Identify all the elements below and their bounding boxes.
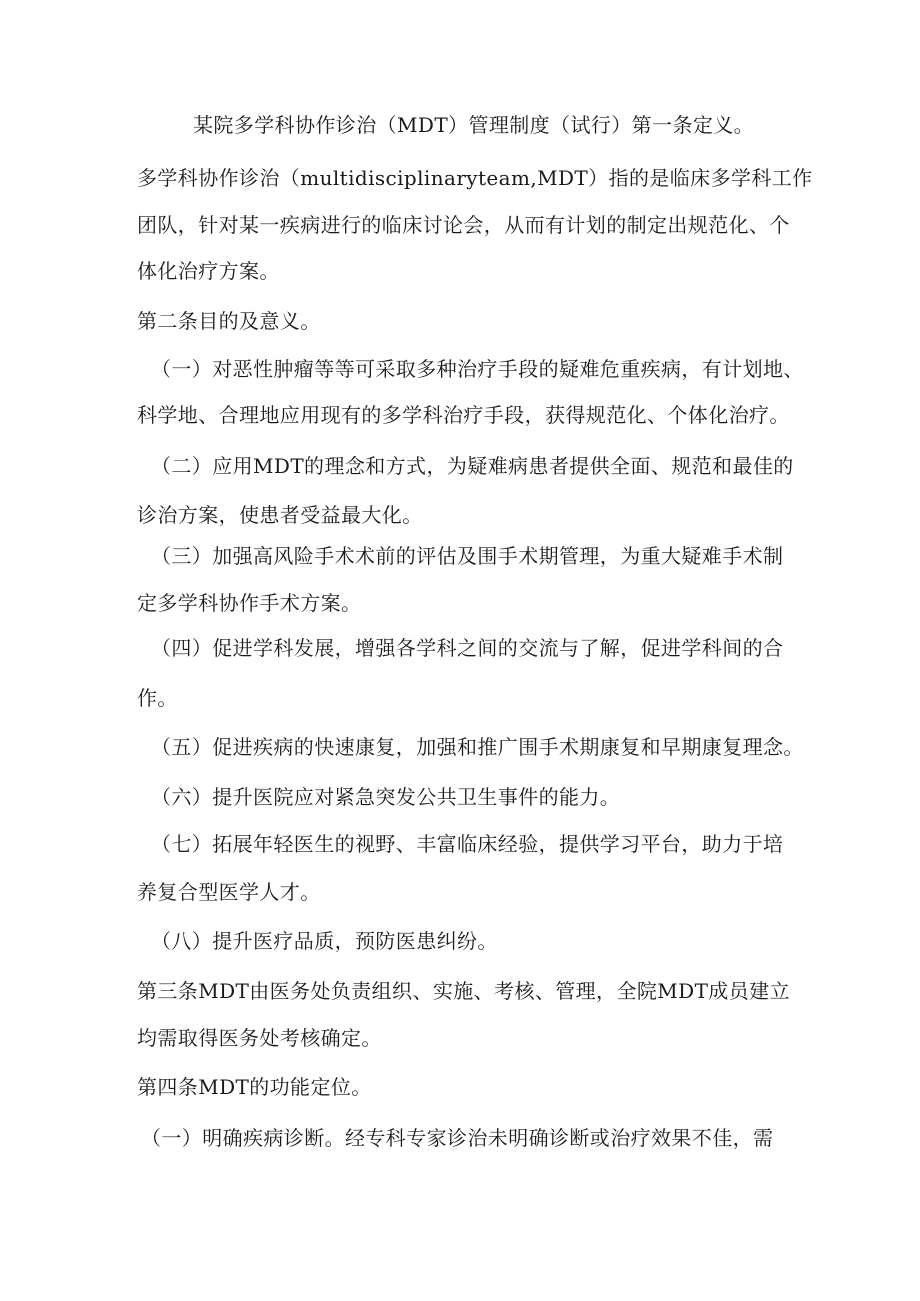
list-item-continuation: 科学地、合理地应用现有的多学科治疗手段，获得规范化、个体化治疗。 <box>137 403 790 427</box>
list-item: （三）加强高风险手术术前的评估及围手术期管理，为重大疑难手术制 <box>151 544 784 568</box>
list-item: （五）促进疾病的快速康复，加强和推广围手术期康复和早期康复理念。 <box>151 735 804 759</box>
paragraph-line: 体化治疗方案。 <box>137 259 280 283</box>
list-item: （二）应用MDT的理念和方式，为疑难病患者提供全面、规范和最佳的 <box>151 454 794 478</box>
list-item: （一）对恶性肿瘤等等可采取多种治疗手段的疑难危重疾病，有计划地、 <box>151 357 804 381</box>
list-item: （六）提升医院应对紧急突发公共卫生事件的能力。 <box>151 785 621 809</box>
list-item-continuation: 养复合型医学人才。 <box>137 880 321 904</box>
section-heading: 第四条MDT的功能定位。 <box>137 1075 372 1099</box>
paragraph-line: 团队，针对某一疾病进行的临床讨论会，从而有计划的制定出规范化、个 <box>137 213 790 237</box>
paragraph-line: 均需取得医务处考核确定。 <box>137 1026 382 1050</box>
paragraph-line: 多学科协作诊治（multidisciplinaryteam,MDT）指的是临床多学科工作 <box>137 166 813 190</box>
list-item: （七）拓展年轻医生的视野、丰富临床经验，提供学习平台，助力于培 <box>151 832 784 856</box>
document-title: 某院多学科协作诊治（MDT）管理制度（试行）第一条定义。 <box>193 113 755 137</box>
list-item: （四）促进学科发展，增强各学科之间的交流与了解，促进学科间的合 <box>151 636 784 660</box>
list-item-continuation: 定多学科协作手术方案。 <box>137 591 362 615</box>
list-item-continuation: 诊治方案，使患者受益最大化。 <box>137 503 423 527</box>
list-item: （一）明确疾病诊断。经专科专家诊治未明确诊断或治疗效果不佳，需 <box>141 1126 774 1150</box>
list-item: （八）提升医疗品质，预防医患纠纷。 <box>151 929 498 953</box>
section-heading: 第二条目的及意义。 <box>137 309 321 333</box>
list-item-continuation: 作。 <box>137 686 178 710</box>
section-heading: 第三条MDT由医务处负责组织、实施、考核、管理，全院MDT成员建立 <box>137 979 790 1003</box>
